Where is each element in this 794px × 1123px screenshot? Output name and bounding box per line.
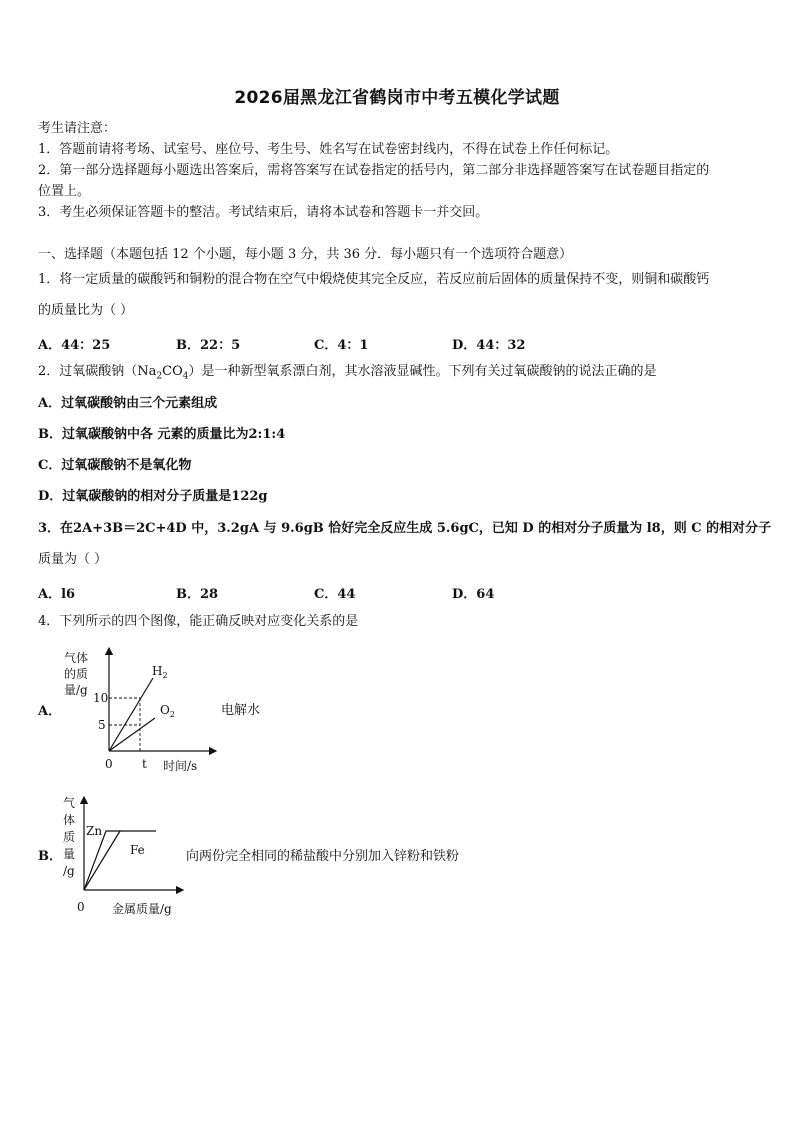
graph-a-ytick-10: 10 xyxy=(93,691,109,705)
graph-b-description: 向两份完全相同的稀盐酸中分别加入锌粉和铁粉 xyxy=(186,849,460,864)
graph-a-ylabel-2: 的质 xyxy=(64,667,89,681)
graph-a-series-h2 xyxy=(109,678,153,751)
q1-option-d: D．44：32 xyxy=(452,338,526,353)
q2-option-d: D．过氧碳酸钠的相对分子质量是122g xyxy=(38,489,268,504)
graph-a-xtick-t: t xyxy=(142,757,147,771)
q3-option-c: C．44 xyxy=(314,587,356,602)
graph-a xyxy=(60,645,220,775)
q1-option-c: C．4：1 xyxy=(314,338,369,353)
q3-stem-line1: 3．在2A+3B＝2C+4D 中，3.2gA 与 9.6gB 恰好完全反应生成 5.6gC，已知 D 的相对分子质量为 l8，则 C 的相对分子 xyxy=(38,521,772,536)
graph-a-label-h2-sub: 2 xyxy=(162,671,168,680)
graph-a-series-o2 xyxy=(109,718,155,751)
q1-option-a: A．44：25 xyxy=(38,338,111,353)
q3-stem-line2: 质量为（ ） xyxy=(38,552,108,567)
notice-heading: 考生请注意： xyxy=(38,121,117,136)
graph-a-label-o2-base: O xyxy=(160,703,170,717)
q1-option-b: B．22：5 xyxy=(176,338,241,353)
q2-stem xyxy=(38,364,657,382)
graph-b-label-fe: Fe xyxy=(130,843,145,857)
graph-a-svg xyxy=(60,645,220,775)
q2-stem-mid: CO xyxy=(162,364,183,379)
q2-sub-2: 4 xyxy=(182,371,189,382)
graph-a-label-h2-base: H xyxy=(152,664,163,678)
graph-a-ytick-5: 5 xyxy=(98,718,106,732)
graph-b-ylabel-5: /g xyxy=(63,864,75,878)
q1-stem-line1: 1．将一定质量的碳酸钙和铜粉的混合物在空气中煅烧使其完全反应，若反应前后固体的质量保持不变，则铜和碳酸钙 xyxy=(38,272,710,287)
graph-a-description: 电解水 xyxy=(221,703,261,718)
q4-option-a-label: A． xyxy=(38,704,62,719)
graph-b-ylabel-2: 体 xyxy=(63,813,76,827)
graph-a-xlabel: 时间/s xyxy=(163,759,198,773)
graph-b-series-fe xyxy=(84,831,120,890)
notice-item-2: 2．第一部分选择题每小题选出答案后，需将答案写在试卷指定的括号内，第二部分非选择题答案写在试卷题目指定的 xyxy=(38,163,710,178)
q2-option-a: A．过氧碳酸钠由三个元素组成 xyxy=(38,396,218,411)
graph-a-origin: 0 xyxy=(105,757,113,771)
q4-option-b-label: B． xyxy=(38,849,62,864)
notice-item-2-cont: 位置上。 xyxy=(38,184,91,199)
graph-b-ylabel-1: 气 xyxy=(63,796,76,810)
page-title: 2026届黑龙江省鹤岗市中考五模化学试题 xyxy=(234,88,560,108)
q3-option-d: D．64 xyxy=(452,587,495,602)
graph-b-ylabel-4: 量 xyxy=(63,847,76,861)
graph-a-label-h2 xyxy=(152,664,168,680)
graph-b-xlabel: 金属质量/g xyxy=(112,902,172,916)
graph-b-label-zn: Zn xyxy=(86,824,103,838)
graph-a-label-o2-sub: 2 xyxy=(169,710,175,719)
section-heading: 一、选择题（本题包括 12 个小题，每小题 3 分，共 36 分．每小题只有一个选项符合题意） xyxy=(38,247,573,262)
graph-b-origin: 0 xyxy=(77,900,85,914)
q2-sub-1: 2 xyxy=(156,371,163,382)
notice-item-1: 1．答题前请将考场、试室号、座位号、考生号、姓名写在试卷密封线内，不得在试卷上作任何标记。 xyxy=(38,142,619,157)
graph-a-ylabel-3: 量/g xyxy=(64,683,88,697)
q2-option-c: C．过氧碳酸钠不是氧化物 xyxy=(38,458,192,473)
q4-stem: 4．下列所示的四个图像，能正确反映对应变化关系的是 xyxy=(38,614,359,629)
notice-item-3: 3．考生必须保证答题卡的整洁。考试结束后，请将本试卷和答题卡一并交回。 xyxy=(38,205,489,220)
q2-option-b: B．过氧碳酸钠中各 元素的质量比为2:1:4 xyxy=(38,427,286,442)
graph-b xyxy=(60,794,190,919)
q2-stem-post: ）是一种新型氧系漂白剂，其水溶液显碱性。下列有关过氧碳酸钠的说法正确的是 xyxy=(188,364,657,379)
q1-stem-line2: 的质量比为（ ） xyxy=(38,303,134,318)
graph-b-svg xyxy=(60,794,190,919)
graph-b-ylabel-3: 质 xyxy=(63,830,76,844)
graph-a-ylabel-1: 气体 xyxy=(64,651,89,665)
graph-b-series-zn xyxy=(84,831,156,890)
q2-stem-pre: 2．过氧碳酸钠（Na xyxy=(38,364,157,379)
q3-option-b: B．28 xyxy=(176,587,219,602)
graph-a-label-o2 xyxy=(160,703,175,719)
q3-option-a: A．l6 xyxy=(38,587,76,602)
